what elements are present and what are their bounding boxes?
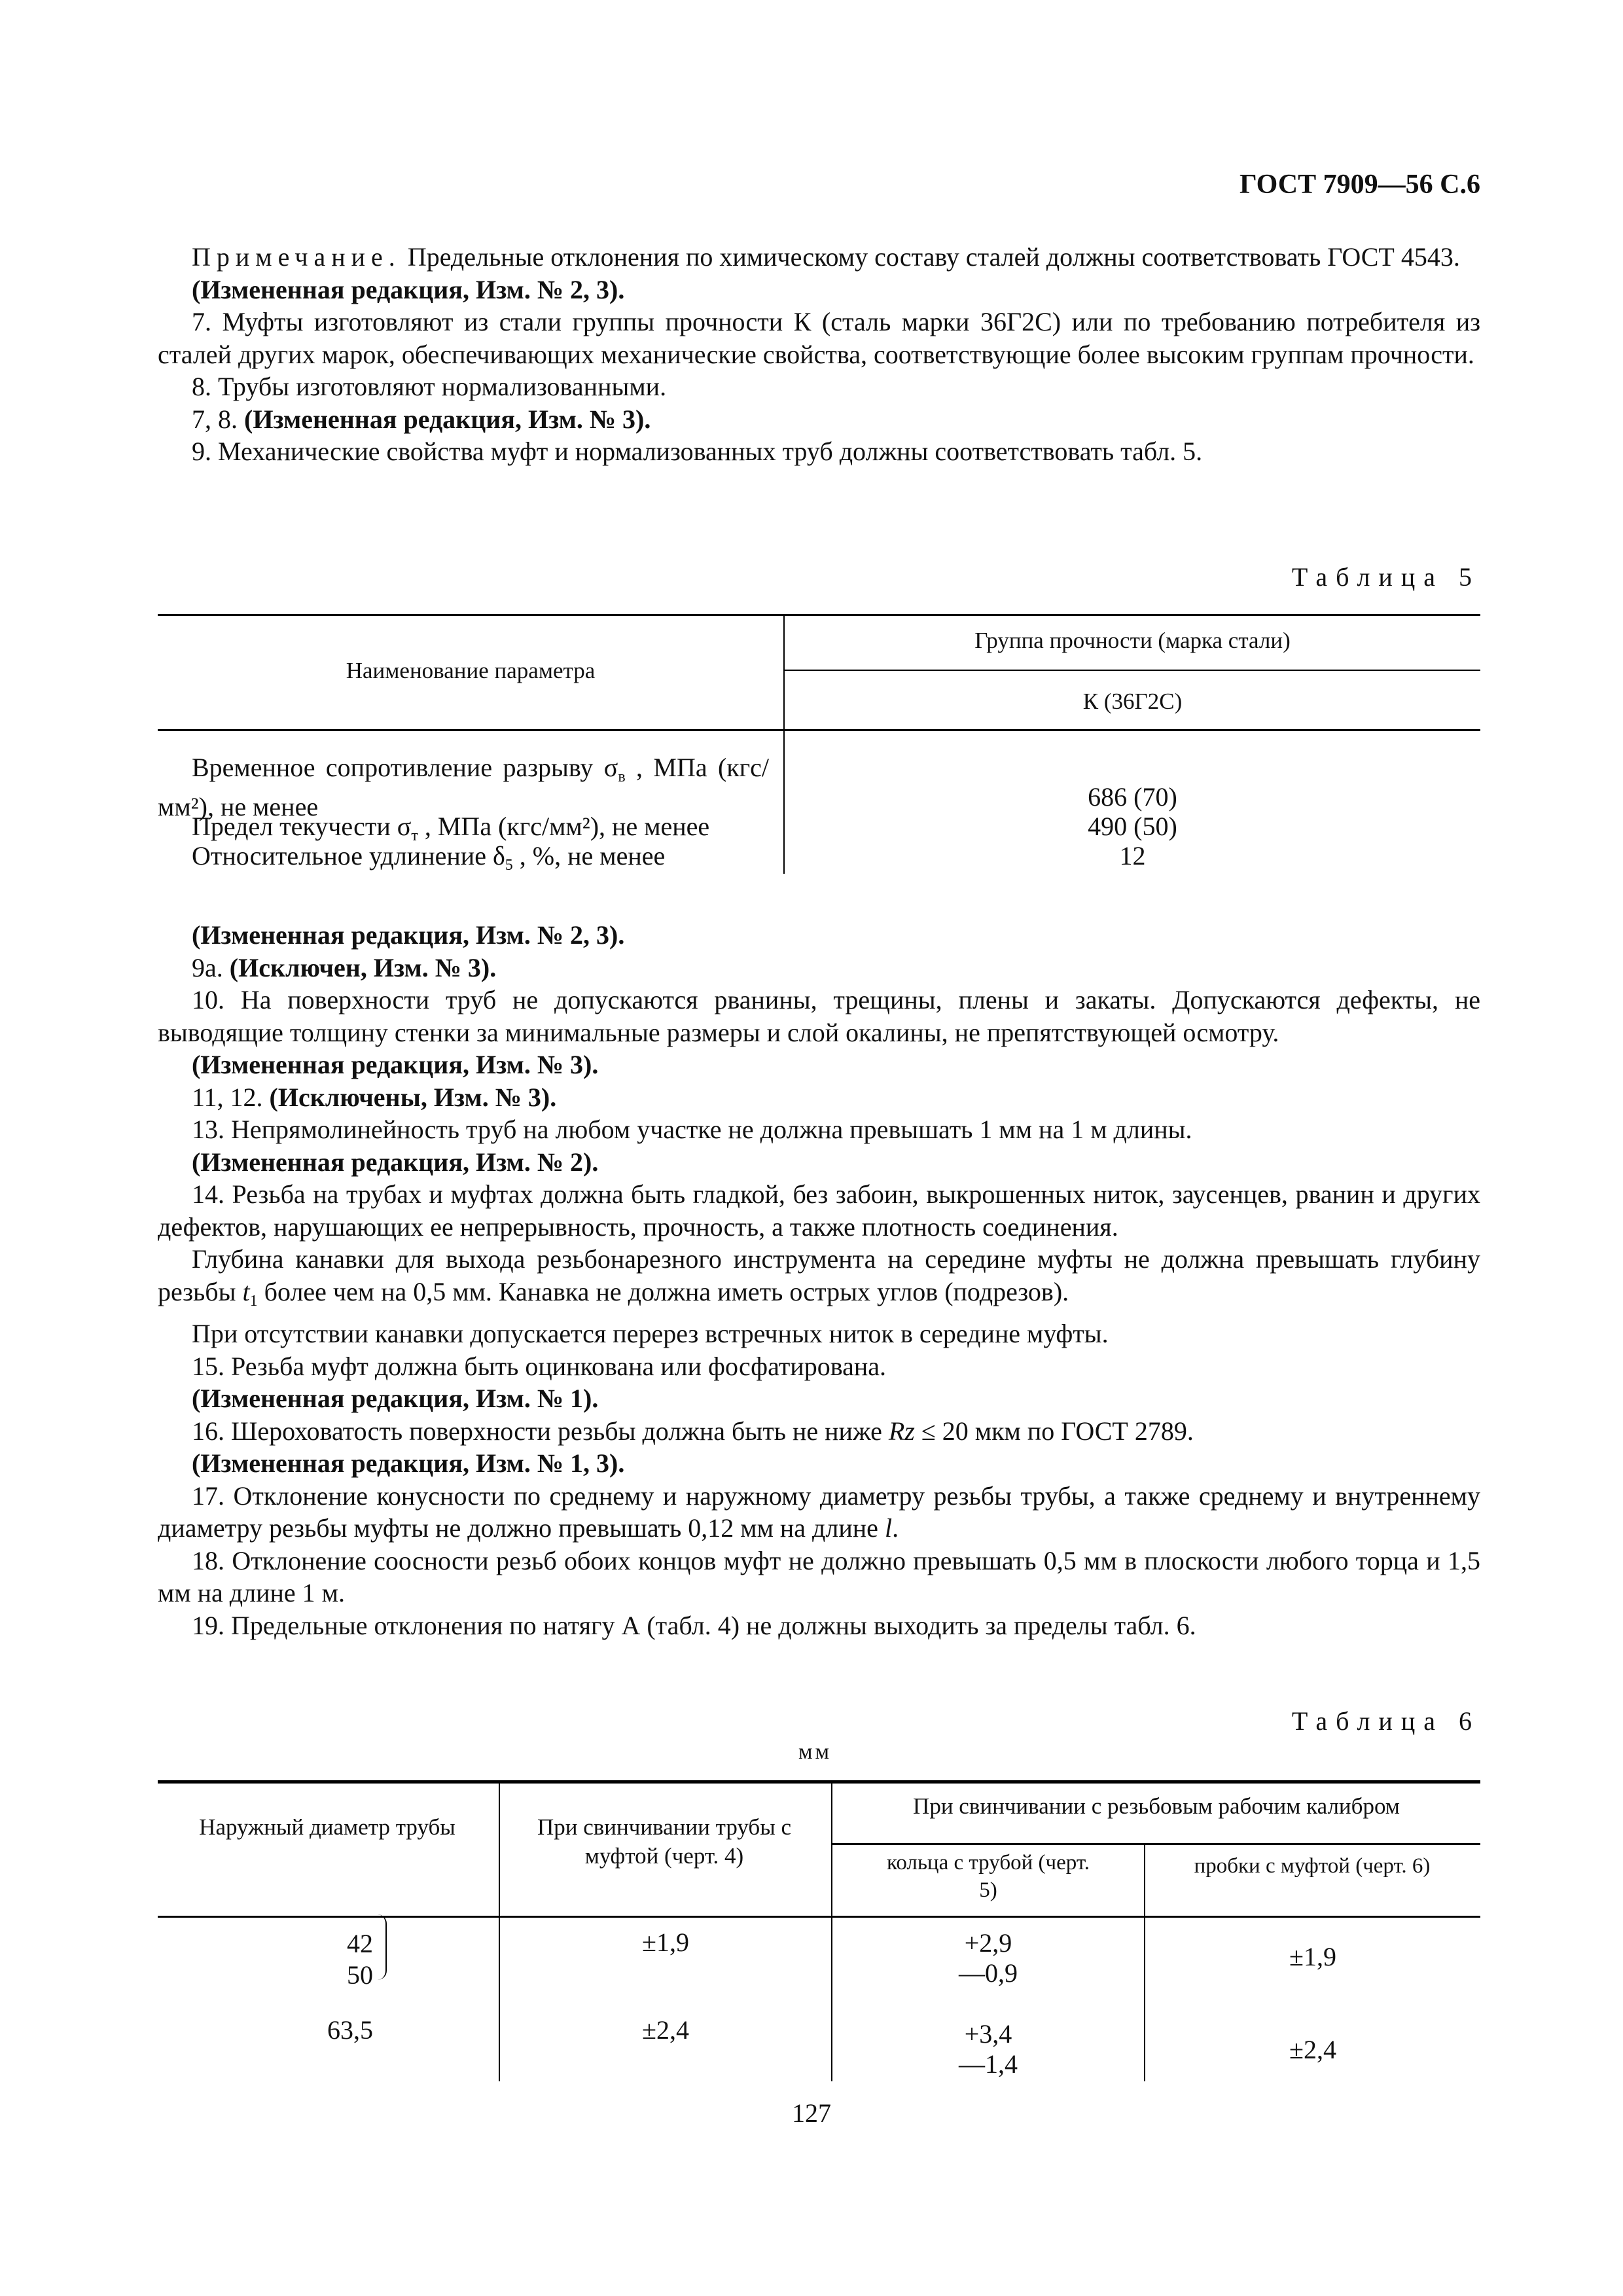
table6-caption: Таблица 6 [1291, 1706, 1480, 1736]
col-header-plug: пробки с муфтой (черт. 6) [1194, 1854, 1431, 1878]
text-segment: Временное сопротивление разрыву σ [192, 753, 618, 782]
text-segment: 16. Шероховатость поверхности резьбы должна быть не ниже [192, 1416, 889, 1446]
text-block-2 [158, 919, 1480, 1641]
text-segment: 9а. [192, 952, 230, 982]
table6-row-1-coupling: ±1,9 [642, 1928, 689, 1957]
col-header-param: Наименование параметра [346, 658, 596, 683]
text-segment: в [618, 768, 626, 785]
text-segment: Предел текучести σ [192, 812, 412, 841]
text-segment: 7, 8. [192, 404, 244, 434]
amendment-note: (Измененная редакция, Изм. № 2, 3). [192, 274, 625, 304]
amendment-note: (Измененная редакция, Изм. № 3). [244, 404, 651, 434]
ring-lower: —0,9 [959, 1958, 1018, 1988]
table5-caption: Таблица 5 [1291, 562, 1480, 592]
amendment-note: (Исключены, Изм. № 3). [269, 1082, 557, 1112]
text-segment: t [242, 1276, 250, 1306]
text-segment: , %, не менее [512, 841, 666, 870]
text-segment: l [884, 1513, 893, 1543]
text-segment: 1 [249, 1292, 258, 1310]
table6-units: мм [798, 1740, 832, 1764]
paragraph [158, 403, 1480, 436]
paragraph [158, 241, 1480, 274]
amendment-note: (Измененная редакция, Изм. № 1, 3). [192, 1448, 625, 1478]
table6-row-2-coupling: ±2,4 [642, 2015, 689, 2045]
table5-row-3-value: 12 [1119, 841, 1146, 870]
text-segment: 10. На поверхности труб не допускаются рванины, трещины, плены и закаты. Допускаются дефекты, не выводящие толщину стенки за минимальные размеры и слой окалины, не препятствующей осмотру. [158, 985, 1480, 1047]
table5-row-3-param [192, 841, 768, 880]
paragraph [158, 1447, 1480, 1480]
text-segment: 9. Механические свойства муфт и нормализованных труб должны соответствовать табл. 5. [192, 437, 1203, 466]
amendment-note: (Измененная редакция, Изм. № 2, 3). [192, 920, 625, 950]
amendment-note: (Исключен, Изм. № 3). [229, 952, 497, 982]
table6-row-1-ring [832, 1928, 1144, 1988]
table-border [783, 670, 1480, 671]
paragraph [158, 370, 1480, 403]
paragraph [158, 306, 1480, 370]
col-header-ring: кольца с трубой (черт. 5) [886, 1851, 1090, 1902]
table5-row-1-value: 686 (70) [1088, 782, 1177, 812]
table6-row-1-diameter [301, 1928, 373, 1991]
text-segment: 17. Отклонение конусности по среднему и наружному диаметру резьбы трубы, а также среднему и внутреннему диаметру резьбы муфты не должно превышать 0,12 мм на длине [158, 1480, 1480, 1543]
paragraph [158, 1243, 1480, 1318]
text-segment: ≤ 20 мкм по ГОСТ 2789. [914, 1416, 1194, 1446]
table-border [831, 1843, 1480, 1845]
paragraph [158, 1350, 1480, 1383]
paragraph [158, 1146, 1480, 1179]
page-number: 127 [792, 2098, 831, 2128]
text-segment: . [892, 1513, 899, 1543]
col-header-gauge: При свинчивании с резьбовым рабочим калибром [913, 1793, 1400, 1819]
text-segment: 18. Отклонение соосности резьб обоих концов муфт не должно превышать 0,5 мм в плоскости любого торца и 1,5 мм на длине 1 м. [158, 1545, 1480, 1607]
ring-lower: —1,4 [959, 2049, 1018, 2079]
paragraph [158, 1318, 1480, 1350]
text-segment: 11, 12. [192, 1082, 270, 1112]
text-segment: 8. Трубы изготовляют нормализованными. [192, 372, 667, 401]
table-border [158, 1916, 1480, 1918]
text-segment: т [411, 827, 418, 844]
table-border [158, 1780, 1480, 1784]
amendment-note: (Измененная редакция, Изм. № 1). [192, 1384, 599, 1413]
table6-row-2-diameter: 63,5 [327, 2015, 373, 2045]
table-border [158, 614, 1480, 616]
text-segment: Примечание. [192, 242, 401, 272]
document-header: ГОСТ 7909—56 С.6 [1239, 170, 1480, 200]
brace-icon [376, 1914, 387, 1980]
text-segment: Относительное удлинение δ [192, 841, 505, 870]
text-segment: более чем на 0,5 мм. Канавка не должна иметь острых углов (подрезов). [257, 1276, 1069, 1306]
text-segment: 13. Непрямолинейность труб на любом участке не должна превышать 1 мм на 1 м длины. [192, 1115, 1192, 1144]
text-segment: , МПа (кгс/мм²), не менее [418, 812, 710, 841]
paragraph [158, 1049, 1480, 1081]
col-header-coupling: При свинчивании трубы с муфтой (черт. 4) [537, 1814, 792, 1869]
text-segment: Глубина канавки для выхода резьбонарезного инструмента на середине муфты не должна превышать глубину резьбы [158, 1244, 1480, 1306]
paragraph [158, 1609, 1480, 1642]
diameter-value: 50 [347, 1960, 373, 1990]
paragraph [158, 1178, 1480, 1243]
paragraph [158, 435, 1480, 468]
paragraph [158, 1480, 1480, 1545]
table-border [158, 729, 1480, 731]
col-header-group: Группа прочности (марка стали) [974, 628, 1291, 653]
text-segment: Предельные отклонения по химическому составу сталей должны соответствовать ГОСТ 4543. [401, 242, 1460, 272]
table5-row-2-value: 490 (50) [1088, 812, 1177, 841]
text-segment: 5 [505, 857, 513, 874]
table6-row-1-plug: ±1,9 [1289, 1942, 1336, 1971]
text-segment: При отсутствии канавки допускается перерез встречных ниток в середине муфты. [192, 1319, 1109, 1348]
ring-upper: +3,4 [964, 2019, 1012, 2049]
paragraph [158, 1081, 1480, 1114]
paragraph [158, 1382, 1480, 1415]
col-header-diameter: Наружный диаметр трубы [199, 1814, 455, 1840]
text-segment: 15. Резьба муфт должна быть оцинкована или фосфатирована. [192, 1351, 886, 1381]
text-segment: , МПа (кгс/мм²), не менее [158, 753, 770, 821]
text-block-1 [158, 241, 1480, 468]
diameter-value: 42 [347, 1929, 373, 1958]
table6-row-2-plug: ±2,4 [1289, 2035, 1336, 2064]
table6-row-2-ring [832, 2019, 1144, 2079]
ring-upper: +2,9 [964, 1928, 1012, 1958]
text-segment: 14. Резьба на трубах и муфтах должна быть гладкой, без забоин, выкрошенных ниток, заусенцев, рванин и других дефектов, нарушающих ее непрерывность, прочность, а также плотность соединения. [158, 1179, 1480, 1242]
paragraph [158, 1415, 1480, 1448]
paragraph [158, 984, 1480, 1049]
amendment-note: (Измененная редакция, Изм. № 2). [192, 1147, 599, 1177]
paragraph [158, 952, 1480, 984]
amendment-note: (Измененная редакция, Изм. № 3). [192, 1050, 599, 1079]
paragraph [158, 1545, 1480, 1609]
paragraph [158, 1113, 1480, 1146]
text-segment: 7. Муфты изготовляют из стали группы прочности К (сталь марки 36Г2С) или по требованию потребителя из сталей других марок, обеспечивающих механические свойства, соответствующие более высоким группам прочности. [158, 307, 1480, 369]
paragraph [158, 274, 1480, 306]
text-segment: Rz [888, 1416, 915, 1446]
text-segment: 19. Предельные отклонения по натягу А (табл. 4) не должны выходить за пределы табл. 6. [192, 1610, 1196, 1640]
col-header-grade: К (36Г2С) [1082, 689, 1183, 714]
paragraph [158, 919, 1480, 952]
